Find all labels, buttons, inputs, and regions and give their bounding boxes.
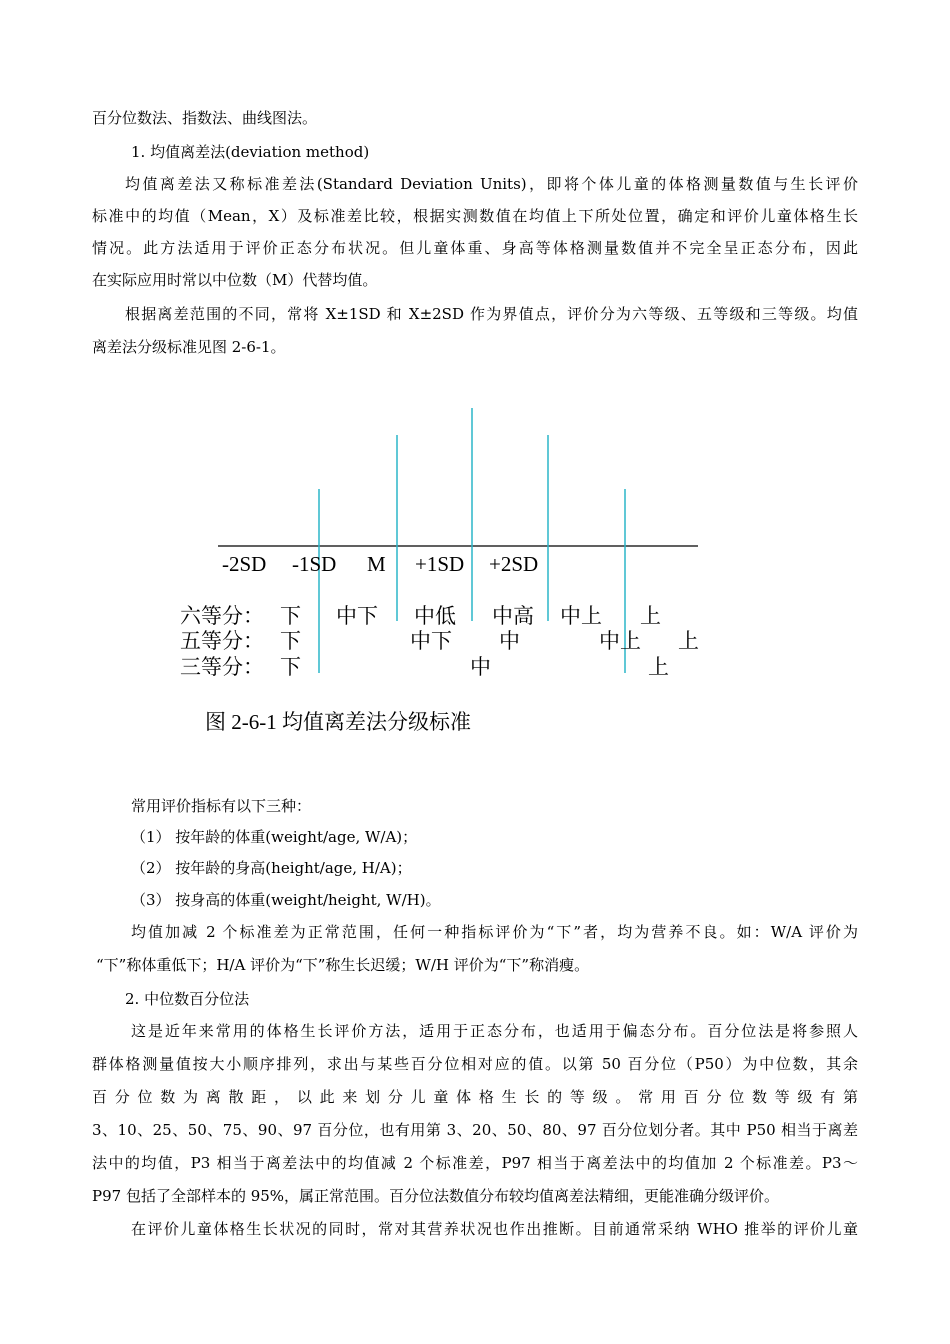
- text-line: 这是近年来常用的体格生长评价方法，适用于正态分布，也适用于偏态分布。百分位法是将参照人: [131, 1022, 858, 1040]
- text-line: “下”称体重低下；H/A 评价为“下”称生长迟缓；W/H 评价为“下”称消瘦。: [96, 956, 590, 974]
- grade-label: 中上: [560, 604, 602, 628]
- grade-label: 中下: [336, 604, 378, 628]
- text-line: 法中的均值，P3 相当于离差法中的均值减 2 个标准差，P97 相当于离差法中的均值加 2 个标准差。P3～: [92, 1154, 858, 1172]
- row-label: 三等分：: [180, 655, 264, 679]
- grade-label: 上: [640, 604, 661, 628]
- text-line: 在评价儿童体格生长状况的同时，常对其营养状况也作出推断。目前通常采纳 WHO 推举的评价儿童: [131, 1220, 858, 1238]
- grade-label: 下: [280, 655, 301, 679]
- grade-label: 中下: [410, 629, 452, 653]
- axis-label: M: [367, 552, 386, 576]
- row-label: 五等分：: [180, 629, 264, 653]
- text-line: 情况。此方法适用于评价正态分布状况。但儿童体重、身高等体格测量数值并不完全呈正态分布，因此: [92, 239, 858, 257]
- list-item: （2） 按年龄的身高(height/age, H/A)；: [131, 859, 412, 877]
- axis-label: -2SD: [222, 552, 267, 576]
- axis-label: -1SD: [292, 552, 337, 576]
- grade-label: 中低: [414, 604, 456, 628]
- section-heading: 1. 均值离差法(deviation method): [131, 143, 370, 161]
- axis-label: +1SD: [415, 552, 465, 576]
- text-line: 均值加减 2 个标准差为正常范围，任何一种指标评价为“下”者，均为营养不良。如：W/A 评价为: [131, 923, 858, 941]
- text-line: P97 包括了全部样本的 95%，属正常范围。百分位法数值分布较均值离差法精细，更能准确分级评价。: [92, 1187, 780, 1205]
- figure-caption: 图 2-6-1 均值离差法分级标准: [205, 710, 471, 734]
- text-line: 群体格测量值按大小顺序排列，求出与某些百分位相对应的值。以第 50 百分位（P50）为中位数，其余: [92, 1055, 858, 1073]
- grade-label: 中上: [599, 629, 641, 653]
- text-line: 3、10、25、50、75、90、97 百分位，也有用第 3、20、50、80、97 百分位划分者。其中 P50 相当于离差: [92, 1121, 858, 1139]
- text-line: 标准中的均值（Mean，X）及标准差比较，根据实测数值在均值上下所处位置，确定和评价儿童体格生长: [92, 207, 858, 225]
- grade-label: 中高: [492, 604, 534, 628]
- list-item: （1） 按年龄的体重(weight/age, W/A)；: [131, 828, 418, 846]
- text-line: 根据离差范围的不同，常将 X±1SD 和 X±2SD 作为界值点，评价分为六等级、五等级和三等级。均值: [125, 305, 858, 323]
- grade-label: 中: [470, 655, 491, 679]
- grade-label: 下: [280, 629, 301, 653]
- grade-label: 上: [648, 655, 669, 679]
- text-line: 常用评价指标有以下三种：: [131, 797, 312, 815]
- axis-label: +2SD: [489, 552, 539, 576]
- text-line: 百 分 位 数 为 离 散 距 ， 以 此 来 划 分 儿 童 体 格 生 长 的 等 级 。 常 用 百 分 位 数 等 级 有 第: [92, 1088, 858, 1106]
- text-line: 均值离差法又称标准差法(Standard Deviation Units)，即将个体儿童的体格测量数值与生长评价: [125, 175, 858, 193]
- section-heading: 2. 中位数百分位法: [125, 990, 250, 1008]
- grade-label: 上: [678, 629, 699, 653]
- grade-label: 中: [499, 629, 520, 653]
- text-line: 百分位数法、指数法、曲线图法。: [92, 109, 318, 127]
- row-label: 六等分：: [180, 604, 264, 628]
- list-item: （3） 按身高的体重(weight/height, W/H)。: [131, 891, 441, 909]
- grade-label: 下: [280, 604, 301, 628]
- text-line: 离差法分级标准见图 2-6-1。: [92, 338, 286, 356]
- text-line: 在实际应用时常以中位数（M）代替均值。: [92, 271, 378, 289]
